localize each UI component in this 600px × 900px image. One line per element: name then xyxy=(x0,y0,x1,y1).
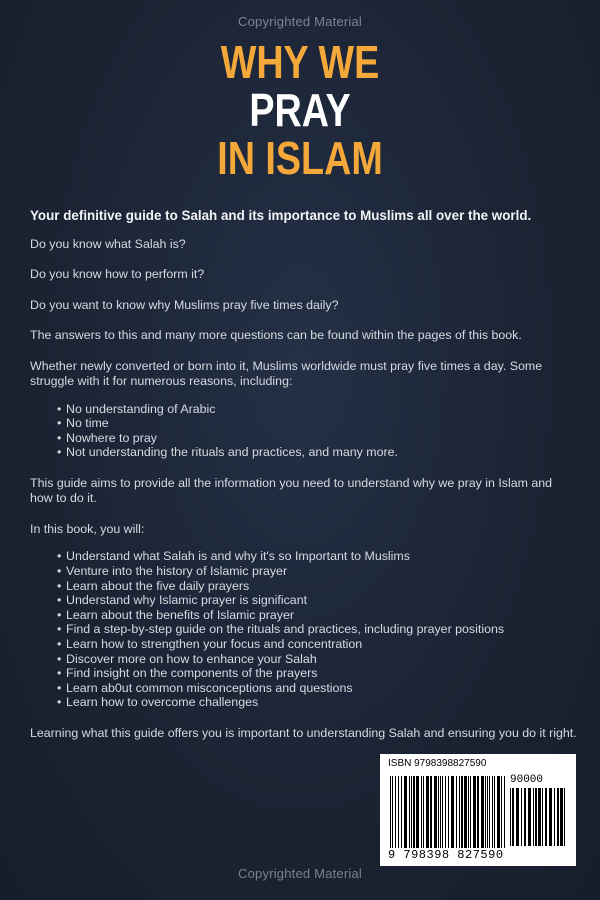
barcode-bar xyxy=(404,776,407,848)
list-item: • Not understanding the rituals and practices, and many more. xyxy=(58,445,578,460)
list-item: • Learn about the five daily prayers xyxy=(58,579,578,594)
barcode-bar xyxy=(533,788,534,846)
barcode-bar xyxy=(459,776,460,848)
title-line-3: IN ISLAM xyxy=(217,132,383,184)
barcode-bar xyxy=(489,776,490,848)
price-barcode-bars xyxy=(510,788,568,846)
list-item: • Find a step-by-step guide on the rituals and practices, including prayer positions xyxy=(58,622,578,637)
title-line-2: PRAY xyxy=(249,84,351,136)
barcode-bar xyxy=(409,776,410,848)
aim-paragraph: This guide aims to provide all the information you need to understand why we pray in Islam and how to do it. xyxy=(30,475,553,506)
barcode-bar xyxy=(549,788,552,846)
price-code: 90000 xyxy=(510,774,544,786)
barcode-bar xyxy=(473,776,476,848)
barcode-bar xyxy=(492,776,493,848)
barcode-bar xyxy=(510,788,511,846)
benefits-list xyxy=(30,549,578,710)
barcode-bar xyxy=(545,788,547,846)
barcode-bar xyxy=(434,776,437,848)
barcode-bar xyxy=(451,776,454,848)
barcode-bar xyxy=(470,776,471,848)
list-item: • Nowhere to pray xyxy=(58,431,578,446)
barcode-bar xyxy=(395,776,396,848)
barcode-bar xyxy=(487,776,488,848)
closing-paragraph: Learning what this guide offers you is important to understanding Salah and ensuring you do it right. xyxy=(30,725,577,740)
barcode-bar xyxy=(392,776,393,848)
barcode-bar xyxy=(440,776,441,848)
list-item: • Learn how to overcome challenges xyxy=(58,695,578,710)
barcode-bar xyxy=(411,776,412,848)
barcode-bar xyxy=(504,776,505,848)
list-item: • Venture into the history of Islamic prayer xyxy=(58,564,578,579)
list-item: • Find insight on the components of the prayers xyxy=(58,666,578,681)
barcode-bar xyxy=(445,776,446,848)
barcode-bar xyxy=(528,788,531,846)
barcode-bar xyxy=(416,776,419,848)
barcode-bar xyxy=(538,788,541,846)
list-item: • No understanding of Arabic xyxy=(58,402,578,417)
watermark-bottom: Copyrighted Material xyxy=(238,866,362,881)
answers-paragraph: The answers to this and many more questions can be found within the pages of this book. xyxy=(30,328,522,342)
barcode-bar xyxy=(426,776,429,848)
barcode-bar xyxy=(535,788,537,846)
barcode-bar xyxy=(456,776,457,848)
question-1: Do you know what Salah is? xyxy=(30,236,186,251)
in-book-heading: In this book, you will: xyxy=(30,521,145,536)
barcode-bar xyxy=(564,788,565,846)
list-item: • Understand why Islamic prayer is significant xyxy=(58,593,578,608)
barcode-bar xyxy=(542,788,543,846)
barcode-bar xyxy=(430,776,432,848)
barcode-bars xyxy=(390,776,508,848)
barcode-bar xyxy=(501,776,502,848)
question-3: Do you want to know why Muslims pray five times daily? xyxy=(30,297,339,312)
barcode-bar xyxy=(442,776,443,848)
isbn-label: ISBN 9798398827590 xyxy=(388,758,487,769)
barcode-bar xyxy=(413,776,415,848)
list-item: • No time xyxy=(58,416,578,431)
barcode-bar xyxy=(464,776,467,848)
barcode-bar xyxy=(494,776,495,848)
barcode-bar xyxy=(521,788,522,846)
barcode-bar xyxy=(421,776,422,848)
barcode-bar xyxy=(560,788,563,846)
reasons-list xyxy=(30,402,578,460)
barcode-bar xyxy=(481,776,484,848)
question-2: Do you know how to perform it? xyxy=(30,267,205,281)
barcode-bar xyxy=(485,776,486,848)
title-line-1: WHY WE xyxy=(220,36,380,88)
barcode-bar xyxy=(461,776,463,848)
barcode-bar xyxy=(477,776,479,848)
barcode-bar xyxy=(524,788,526,846)
list-item: • Learn ab0ut common misconceptions and questions xyxy=(58,681,578,696)
struggle-paragraph: Whether newly converted or born into it, Muslims worldwide must pray five times a day. Some struggle with it for numerous reasons, including: xyxy=(30,358,543,388)
barcode-bar xyxy=(401,776,402,848)
barcode-bar xyxy=(516,788,519,846)
barcode-bar xyxy=(448,776,449,848)
list-item: • Discover more on how to enhance your Salah xyxy=(58,652,578,667)
barcode-bar xyxy=(398,776,399,848)
barcode-digits: 9 798398 827590 xyxy=(388,848,504,862)
barcode-bar xyxy=(468,776,469,848)
list-item: • Learn about the benefits of Islamic prayer xyxy=(58,608,578,623)
barcode-bar xyxy=(512,788,514,846)
list-item: • Understand what Salah is and why it's so Important to Muslims xyxy=(58,549,578,564)
barcode-bar xyxy=(390,776,391,848)
list-item: • Learn how to strengthen your focus and concentration xyxy=(58,637,578,652)
barcode-bar xyxy=(554,788,555,846)
barcode-bar xyxy=(497,776,500,848)
lead-sentence: Your definitive guide to Salah and its importance to Muslims all over the world. xyxy=(30,208,532,223)
barcode-bar xyxy=(557,788,559,846)
watermark-top: Copyrighted Material xyxy=(238,14,362,29)
barcode-box xyxy=(380,754,576,866)
barcode-bar xyxy=(423,776,424,848)
back-cover-text xyxy=(30,208,578,756)
barcode-bar xyxy=(438,776,439,848)
